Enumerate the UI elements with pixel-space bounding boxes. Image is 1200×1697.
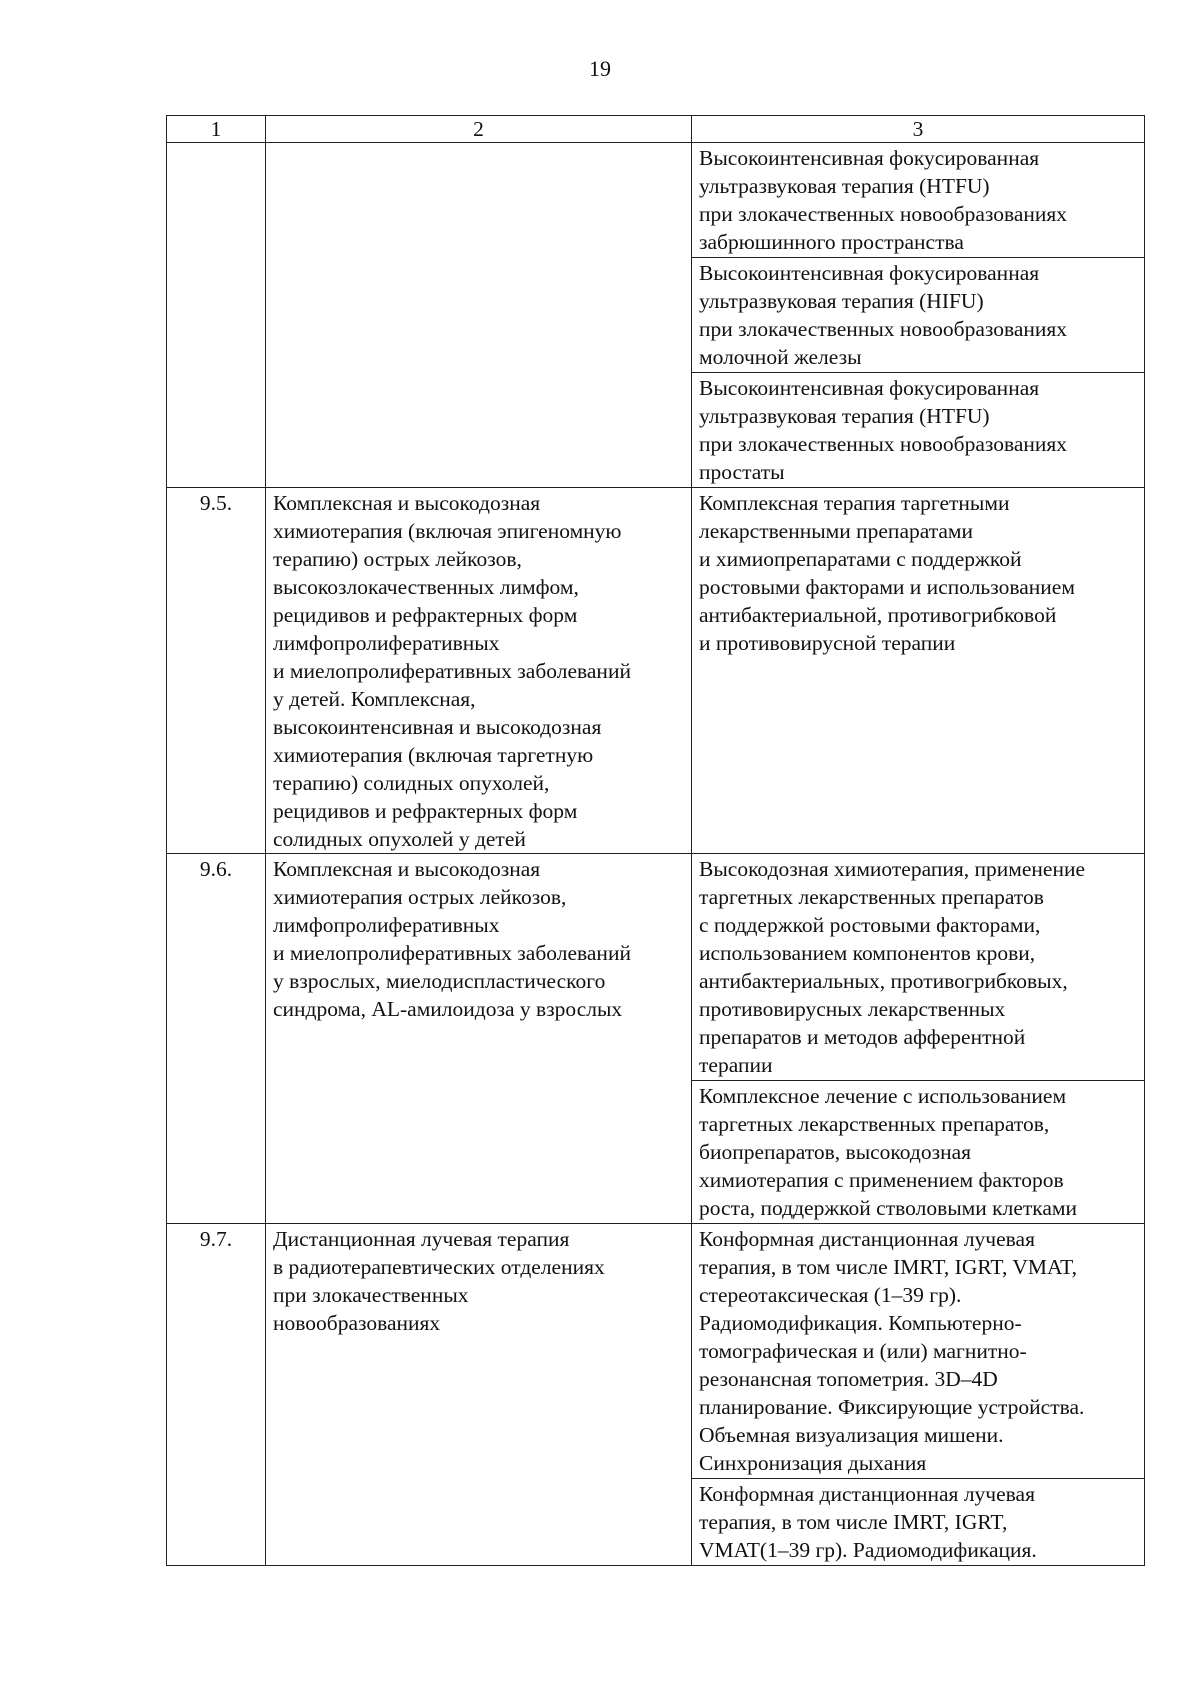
method-text-line: Объемная визуализация мишени.	[699, 1423, 1004, 1447]
column-header-2: 2	[266, 116, 692, 143]
method-block	[692, 143, 1144, 257]
method-text-line: терапия, в том числе IMRT, IGRT, VMAT,	[699, 1255, 1078, 1279]
methods-cell	[692, 854, 1145, 1224]
methods-cell	[692, 143, 1145, 488]
method-text-line: Радиомодификация. Компьютерно-	[699, 1311, 1022, 1335]
table-header-row	[167, 116, 1145, 143]
table-row	[167, 488, 1145, 854]
row-number-cell: 9.7.	[167, 1224, 266, 1566]
method-text-line: и противовирусной терапии	[699, 631, 956, 655]
profile-text-line: Комплексная и высокодозная	[273, 857, 541, 881]
method-text-line: лекарственными препаратами	[699, 519, 974, 543]
method-text-line: Синхронизация дыхания	[699, 1451, 927, 1475]
profile-text-line: лимфопролиферативных	[273, 913, 500, 937]
method-text-line: молочной железы	[699, 345, 862, 369]
profile-text-line: и миелопролиферативных заболеваний	[273, 941, 631, 965]
profile-text-line: в радиотерапевтических отделениях	[273, 1255, 605, 1279]
method-block	[692, 854, 1144, 1080]
profile-text-line: химиотерапия (включая эпигеномную	[273, 519, 622, 543]
method-text-line: Высокоинтенсивная фокусированная	[699, 146, 1040, 170]
method-text-line: антибактериальных, противогрибковых,	[699, 969, 1068, 993]
method-block	[692, 488, 1144, 658]
method-text-line: Высокоинтенсивная фокусированная	[699, 376, 1040, 400]
method-text-line: Высокодозная химиотерапия, применение	[699, 857, 1086, 881]
method-text-line: резонансная топометрия. 3D–4D	[699, 1367, 998, 1391]
profile-text-line: Дистанционная лучевая терапия	[273, 1227, 570, 1251]
table-row	[167, 1224, 1145, 1566]
methods-cell	[692, 488, 1145, 854]
method-text-line: и химиопрепаратами с поддержкой	[699, 547, 1022, 571]
method-text-line: ультразвуковая терапия (HIFU)	[699, 289, 984, 313]
page-number: 19	[589, 56, 611, 81]
method-block	[692, 1224, 1144, 1478]
method-text-line: использованием компонентов крови,	[699, 941, 1036, 965]
profile-text-line: химиотерапия (включая таргетную	[273, 743, 594, 767]
method-text-line: ультразвуковая терапия (HTFU)	[699, 404, 990, 428]
profile-cell	[266, 1224, 692, 1566]
method-text-line: терапия, в том числе IMRT, IGRT,	[699, 1510, 1008, 1534]
profile-text-line: и миелопролиферативных заболеваний	[273, 659, 631, 683]
profile-text-line: терапию) солидных опухолей,	[273, 771, 550, 795]
method-text-line: таргетных лекарственных препаратов	[699, 885, 1044, 909]
method-block	[692, 1080, 1144, 1223]
row-number-cell: 9.6.	[167, 854, 266, 1224]
profile-text-line: высокоинтенсивная и высокодозная	[273, 715, 602, 739]
method-text-line: с поддержкой ростовыми факторами,	[699, 913, 1041, 937]
column-header-3: 3	[692, 116, 1145, 143]
method-text-line: забрюшинного пространства	[699, 230, 964, 254]
method-text-line: ультразвуковая терапия (HTFU)	[699, 174, 990, 198]
row-number-cell: 9.5.	[167, 488, 266, 854]
method-text-line: ростовыми факторами и использованием	[699, 575, 1075, 599]
method-text-line: таргетных лекарственных препаратов,	[699, 1112, 1050, 1136]
method-text-line: Конформная дистанционная лучевая	[699, 1482, 1035, 1506]
method-text-line: Высокоинтенсивная фокусированная	[699, 261, 1040, 285]
profile-text-line: рецидивов и рефрактерных форм	[273, 799, 578, 823]
method-text-line: VMAT(1–39 гр). Радиомодификация.	[699, 1538, 1037, 1562]
profile-text-line: новообразованиях	[273, 1311, 441, 1335]
method-text-line: Комплексное лечение с использованием	[699, 1084, 1067, 1108]
method-text-line: роста, поддержкой стволовыми клетками	[699, 1196, 1078, 1220]
profile-text-line: синдрома, AL-амилоидоза у взрослых	[273, 997, 623, 1021]
profile-text-line: Комплексная и высокодозная	[273, 491, 541, 515]
method-text-line: антибактериальной, противогрибковой	[699, 603, 1057, 627]
method-block	[692, 372, 1144, 487]
row-number-cell	[167, 143, 266, 488]
treatment-methods-table	[166, 115, 1145, 1566]
table-row	[167, 854, 1145, 1224]
method-text-line: Комплексная терапия таргетными	[699, 491, 1010, 515]
profile-cell	[266, 854, 692, 1224]
method-text-line: при злокачественных новообразованиях	[699, 432, 1068, 456]
method-block	[692, 257, 1144, 372]
method-text-line: противовирусных лекарственных	[699, 997, 1006, 1021]
method-text-line: Конформная дистанционная лучевая	[699, 1227, 1035, 1251]
profile-text-line: при злокачественных	[273, 1283, 469, 1307]
method-text-line: простаты	[699, 460, 785, 484]
method-text-line: при злокачественных новообразованиях	[699, 202, 1068, 226]
methods-cell	[692, 1224, 1145, 1566]
profile-text-line: у детей. Комплексная,	[273, 687, 476, 711]
method-text-line: препаратов и методов афферентной	[699, 1025, 1026, 1049]
profile-text-line: у взрослых, миелодиспластического	[273, 969, 606, 993]
method-text-line: планирование. Фиксирующие устройства.	[699, 1395, 1085, 1419]
method-text-line: при злокачественных новообразованиях	[699, 317, 1068, 341]
method-block	[692, 1478, 1144, 1565]
method-text-line: химиотерапия с применением факторов	[699, 1168, 1064, 1192]
column-header-1: 1	[167, 116, 266, 143]
method-text-line: терапии	[699, 1053, 773, 1077]
method-text-line: томографическая и (или) магнитно-	[699, 1339, 1027, 1363]
profile-text-line: терапию) острых лейкозов,	[273, 547, 522, 571]
profile-cell	[266, 143, 692, 488]
method-text-line: биопрепаратов, высокодозная	[699, 1140, 972, 1164]
profile-text-line: высокозлокачественных лимфом,	[273, 575, 579, 599]
profile-text-line: химиотерапия острых лейкозов,	[273, 885, 567, 909]
profile-text-line: лимфопролиферативных	[273, 631, 500, 655]
profile-text-line: рецидивов и рефрактерных форм	[273, 603, 578, 627]
table-body	[167, 116, 1145, 1566]
table-row	[167, 143, 1145, 488]
profile-cell	[266, 488, 692, 854]
method-text-line: стереотаксическая (1–39 гр).	[699, 1283, 962, 1307]
profile-text-line: солидных опухолей у детей	[273, 827, 526, 851]
